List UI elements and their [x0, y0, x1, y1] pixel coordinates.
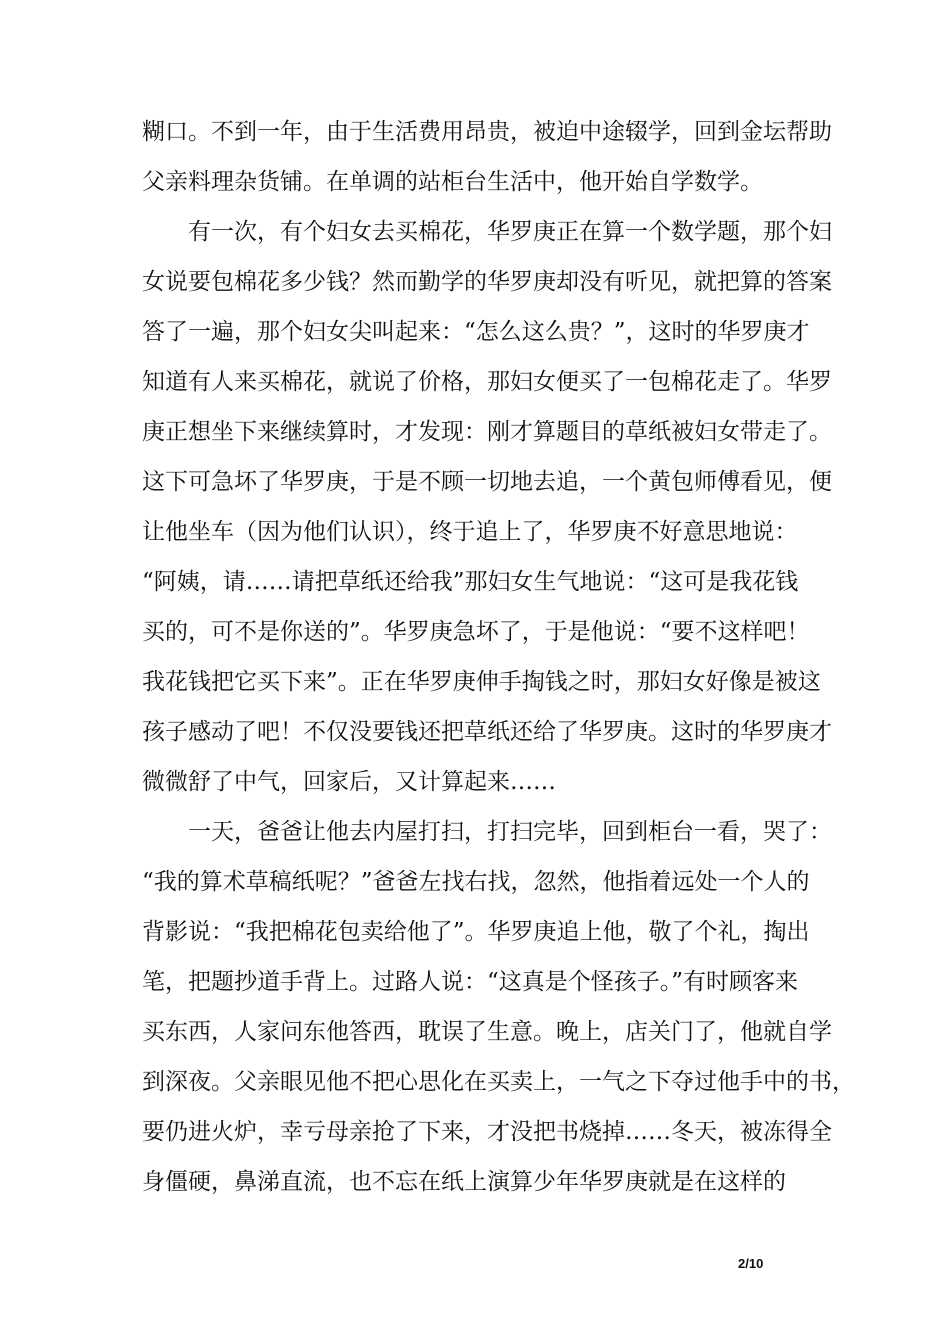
text-line: 让他坐车（因为他们认识），终于追上了，华罗庚不好意思地说： — [142, 519, 798, 545]
text-line: “阿姨，请……请把草纸还给我”那妇女生气地说：“这可是我花钱 — [142, 569, 799, 595]
text-line: 到深夜。父亲眼见他不把心思化在买卖上，一气之下夺过他手中的书， — [142, 1069, 855, 1095]
text-line: 庚正想坐下来继续算时，才发现：刚才算题目的草纸被妇女带走了。 — [142, 419, 832, 445]
text-line: 知道有人来买棉花，就说了价格，那妇女便买了一包棉花走了。华罗 — [142, 369, 832, 395]
text-line: 一天，爸爸让他去内屋打扫，打扫完毕，回到柜台一看，哭了： — [142, 819, 832, 845]
text-line: 糊口。不到一年，由于生活费用昂贵，被迫中途辍学，回到金坛帮助 — [142, 119, 832, 145]
text-line: 微微舒了中气，回家后，又计算起来…… — [142, 769, 556, 795]
text-line: 孩子感动了吧！不仅没要钱还把草纸还给了华罗庚。这时的华罗庚才 — [142, 719, 832, 745]
text-line: 有一次，有个妇女去买棉花，华罗庚正在算一个数学题，那个妇 — [142, 219, 832, 245]
text-line: 要仍进火炉，幸亏母亲抢了下来，才没把书烧掉……冬天，被冻得全 — [142, 1119, 832, 1145]
text-line: 女说要包棉花多少钱？然而勤学的华罗庚却没有听见，就把算的答案 — [142, 269, 832, 295]
text-line: 答了一遍，那个妇女尖叫起来：“怎么这么贵？”，这时的华罗庚才 — [142, 319, 810, 345]
text-line: 背影说：“我把棉花包卖给他了”。华罗庚追上他，敬了个礼，掏出 — [142, 919, 810, 945]
text-line: 这下可急坏了华罗庚，于是不顾一切地去追，一个黄包师傅看见，便 — [142, 469, 832, 495]
text-line: 笔，把题抄道手背上。过路人说：“这真是个怪孩子。”有时顾客来 — [142, 969, 799, 995]
text-line: 父亲料理杂货铺。在单调的站柜台生活中，他开始自学数学。 — [142, 169, 763, 195]
text-line: 身僵硬，鼻涕直流，也不忘在纸上演算少年华罗庚就是在这样的 — [142, 1169, 786, 1195]
page-number: 2/10 — [738, 1256, 764, 1271]
text-line: 买的，可不是你送的”。华罗庚急坏了，于是他说：“要不这样吧！ — [142, 619, 810, 645]
text-line: 买东西，人家问东他答西，耽误了生意。晚上，店关门了，他就自学 — [142, 1019, 832, 1045]
text-line: 我花钱把它买下来”。正在华罗庚伸手掏钱之时，那妇女好像是被这 — [142, 669, 821, 695]
text-line: “我的算术草稿纸呢？”爸爸左找右找，忽然，他指着远处一个人的 — [142, 869, 810, 895]
